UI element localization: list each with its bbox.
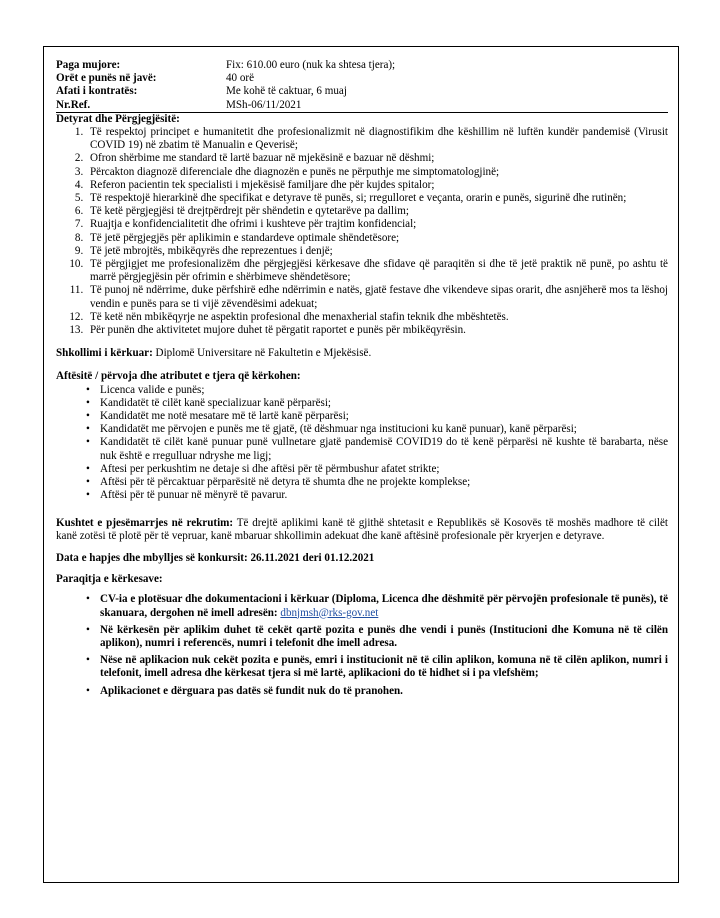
duties-heading: Detyrat dhe Përgjegjësitë: bbox=[56, 112, 180, 125]
submission-list bbox=[56, 593, 668, 697]
submission-item bbox=[86, 593, 668, 619]
skill-item: • Licenca valide e punës; bbox=[86, 384, 668, 397]
conditions-text: Të drejtë aplikimi kanë të gjithë shtetasit e Republikës së Kosovës të moshës madhore të cilët kanë zotësi të plotë për të vepruar, kanë mbaruar shkollimin adekuat dhe kanë aftësinë profesionale për kryerjen e detyrave. bbox=[56, 516, 669, 542]
skill-item: • Kandidatët me përvojen e punës me të gjatë, (të dëshmuar nga institucioni ku kanë punuar), kanë përparësi; bbox=[86, 423, 668, 436]
education-section bbox=[56, 347, 668, 360]
skill-item: • Kandidatët të cilët kanë punuar punë vullnetare gjatë pandemisë COVID19 do të kenë përparësi në kushte të barabarta, nëse nuk është e rregulluar ndryshe me ligj; bbox=[86, 436, 668, 462]
info-row-contract bbox=[56, 85, 668, 98]
info-label: Afati i kontratës: bbox=[56, 85, 138, 98]
submission-heading: Paraqitja e kërkesave: bbox=[56, 573, 163, 586]
info-value: Me kohë të caktuar, 6 muaj bbox=[226, 85, 347, 98]
conditions-section bbox=[56, 517, 668, 543]
conditions-label: Kushtet e pjesëmarrjes në rekrutim: bbox=[56, 516, 234, 529]
submission-item-text: CV-ia e plotësuar dhe dokumentacioni i kërkuar (Diploma, Licenca dhe dëshmitë për përvojën profesionale të punës), të skanuara, dergohen në imell adresën: bbox=[100, 593, 668, 619]
duty-item: 4. Referon pacientin tek specialisti i mjekësisë familjare dhe për kujdes spitalor; bbox=[86, 179, 668, 192]
skills-heading: Aftësitë / përvoja dhe atributet e tjera që kërkohen: bbox=[56, 370, 301, 383]
duty-item: 11. Të punoj në ndërrime, duke përfshirë edhe ndërrimin e natës, gjatë festave dhe vikendeve sipas orarit, dhe asnjëherë mos ta lëshoj vendin e punës para se ti vijë zëvendësimi adekuat; bbox=[86, 284, 668, 310]
info-label: Orët e punës në javë: bbox=[56, 72, 157, 85]
duty-item: 13. Për punën dhe aktivitetet mujore duhet të përgatit raportet e punës për mbikëqyrësin. bbox=[86, 324, 668, 337]
info-value: 40 orë bbox=[226, 72, 255, 85]
duty-item: 6. Të ketë përgjegjësi të drejtpërdrejt për shëndetin e qytetarëve pa dallim; bbox=[86, 205, 668, 218]
submission-item: • Në kërkesën për aplikim duhet të cekët qartë pozita e punës dhe vendi i punës (Institucioni dhe Komuna në të cilën aplikon), numri i referencës, numri i telefonit dhe imell adresa. bbox=[86, 624, 668, 650]
duties-list bbox=[56, 126, 668, 337]
submission-item: • Aplikacionet e dërguara pas datës së fundit nuk do të pranohen. bbox=[86, 685, 668, 698]
duty-item: 9. Të jetë mbrojtës, mbikëqyrës dhe reprezentues i denjë; bbox=[86, 245, 668, 258]
email-link[interactable]: dbnjmsh@rks-gov.net bbox=[280, 606, 379, 619]
education-value: Diplomë Universitare në Fakultetin e Mjekësisë. bbox=[152, 347, 372, 360]
duty-item: 3. Përcakton diagnozë diferenciale dhe diagnozën e punës ne përputhje me simptomatologjinë; bbox=[86, 166, 668, 179]
skill-item: • Aftësi për të punuar në mënyrë të pavarur. bbox=[86, 489, 668, 502]
competition-dates: Data e hapjes dhe mbylljes së konkursit: 26.11.2021 deri 01.12.2021 bbox=[56, 551, 375, 564]
info-value: MSh-06/11/2021 bbox=[226, 99, 668, 113]
info-row-hours bbox=[56, 72, 668, 85]
submission-item: • Nëse në aplikacion nuk cekët pozita e punës, emri i institucionit në të cilin aplikon, komuna në të cilën aplikon, numri i telefonit, imell adresa dhe kërkesat tjera si më lartë, aplikacioni do të hidhet si i pa vlefshëm; bbox=[86, 654, 668, 680]
duty-item: 5. Të respektojë hierarkinë dhe specifikat e detyrave të punës, si; rregulloret e veçanta, orarin e punës, sigurinë dhe rutinën; bbox=[86, 192, 668, 205]
info-value: Fix: 610.00 euro (nuk ka shtesa tjera); bbox=[226, 59, 396, 71]
info-row-reference bbox=[56, 99, 668, 113]
job-info-table bbox=[56, 59, 668, 113]
skill-item: • Aftesi per perkushtim ne detaje si dhe aftësi për të përmbushur afatet strikte; bbox=[86, 463, 668, 476]
duty-item: 10. Të përgjigjet me profesionalizëm dhe përgjegjësi kërkesave dhe sfidave që paraqitën si dhe të jetë praktik në punë, po ashtu të marrë përgjegjësin për ofrimin e shërbimeve shëndetësore; bbox=[86, 258, 668, 284]
duty-item: 12. Të ketë nën mbikëqyrje ne aspektin profesional dhe menaxherial stafin teknik dhe mbështetës. bbox=[86, 311, 668, 324]
info-label: Paga mujore: bbox=[56, 59, 121, 71]
duty-item: 1. Të respektoj principet e humanitetit dhe profesionalizmit në diagnostifikim dhe këshillim në luftën kundër pandemisë (Virusit COVID 19) në zbatim të Manualin e Qeverisë; bbox=[86, 126, 668, 152]
duty-item: 7. Ruajtja e konfidencialitetit dhe ofrimi i kushteve për trajtim konfidencial; bbox=[86, 218, 668, 231]
job-posting-document bbox=[43, 46, 679, 883]
skills-list bbox=[56, 384, 668, 503]
info-label: Nr.Ref. bbox=[56, 99, 226, 113]
skill-item: • Kandidatët të cilët kanë specializuar kanë përparësi; bbox=[86, 397, 668, 410]
info-row-salary bbox=[56, 59, 668, 72]
skill-item: • Kandidatët me notë mesatare më të lartë kanë përparësi; bbox=[86, 410, 668, 423]
skill-item: • Aftësi për të përcaktuar përparësitë në detyra të shumta dhe ne projekte komplekse; bbox=[86, 476, 668, 489]
duty-item: 8. Të jetë përgjegjës për aplikimin e standardeve optimale shëndetësore; bbox=[86, 232, 668, 245]
education-label: Shkollimi i kërkuar: bbox=[56, 347, 153, 360]
duty-item: 2. Ofron shërbime me standard të lartë bazuar në mjekësinë e bazuar në dëshmi; bbox=[86, 152, 668, 165]
